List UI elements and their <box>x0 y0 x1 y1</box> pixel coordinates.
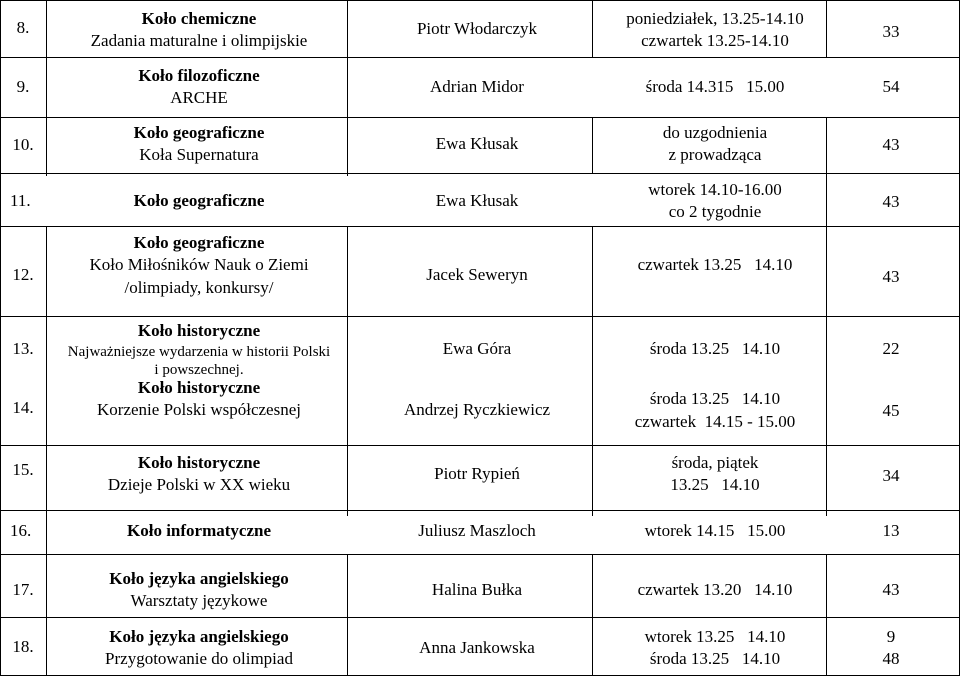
student-count-2: 48 <box>882 649 900 668</box>
student-count: 34 <box>882 466 900 485</box>
club-description: ARCHE <box>170 88 228 107</box>
row-number: 9. <box>16 77 30 96</box>
teacher-name: Halina Bułka <box>431 580 523 599</box>
row-number: 17. <box>12 580 34 599</box>
schedule-time-2: z prowadząca <box>668 145 762 164</box>
row-number: 11. <box>10 191 31 210</box>
student-count: 9 <box>886 627 896 646</box>
schedule-time: wtorek 13.25 14.10 <box>644 627 786 646</box>
row-number: 13. <box>12 339 34 358</box>
schedule-time-2: co 2 tygodnie <box>668 202 762 221</box>
teacher-name: Ewa Góra <box>442 339 512 358</box>
club-name: Koło chemiczne <box>141 9 257 28</box>
club-name: Koło języka angielskiego <box>109 627 289 646</box>
schedule-time-2: czwartek 13.25-14.10 <box>641 31 789 50</box>
teacher-name: Anna Jankowska <box>419 638 535 657</box>
schedule-time: wtorek 14.10-16.00 <box>648 180 782 199</box>
schedule-time: środa 13.25 14.10 <box>649 389 781 408</box>
teacher-name: Adrian Midor <box>430 77 524 96</box>
row-number: 12. <box>12 265 34 284</box>
club-name: Koło geograficzne <box>133 191 265 210</box>
schedule-time-2: środa 13.25 14.10 <box>649 649 781 668</box>
schedule-time: środa, piątek <box>671 453 759 472</box>
student-count: 22 <box>882 339 900 358</box>
club-name: Koło historyczne <box>137 321 261 340</box>
club-description: Warsztaty językowe <box>130 591 268 610</box>
schedule-time: środa 13.25 14.10 <box>649 339 781 358</box>
club-name: Koło informatyczne <box>127 521 271 540</box>
teacher-name: Ewa Kłusak <box>435 134 519 153</box>
schedule-time: wtorek 14.15 15.00 <box>644 521 786 540</box>
student-count: 13 <box>882 521 900 540</box>
teacher-name: Ewa Kłusak <box>435 191 519 210</box>
teacher-name: Piotr Rypień <box>434 464 520 483</box>
club-description: Zadania maturalne i olimpijskie <box>90 31 308 50</box>
student-count: 43 <box>882 580 900 599</box>
club-name: Koło geograficzne <box>133 233 265 252</box>
club-name: Koło języka angielskiego <box>109 569 289 588</box>
club-description: Koła Supernatura <box>139 145 259 164</box>
student-count: 43 <box>882 192 900 211</box>
row-number: 14. <box>12 398 34 417</box>
student-count: 54 <box>882 77 900 96</box>
row-number: 15. <box>12 460 34 479</box>
club-description: Dzieje Polski w XX wieku <box>107 475 291 494</box>
club-description-2: /olimpiady, konkursy/ <box>124 278 274 297</box>
teacher-name: Piotr Włodarczyk <box>416 19 538 38</box>
schedule-time: czwartek 13.25 14.10 <box>637 255 793 274</box>
row-number: 10. <box>12 135 34 154</box>
teacher-name: Juliusz Maszloch <box>418 521 536 540</box>
schedule-time-2: czwartek 14.15 - 15.00 <box>634 412 796 431</box>
student-count: 33 <box>882 22 900 41</box>
schedule-time-2: 13.25 14.10 <box>670 475 760 494</box>
club-description-2: i powszechnej. <box>154 362 244 378</box>
schedule-time: poniedziałek, 13.25-14.10 <box>626 9 804 28</box>
club-name: Koło geograficzne <box>133 123 265 142</box>
row-number: 18. <box>12 637 34 656</box>
teacher-name: Jacek Seweryn <box>426 265 528 284</box>
student-count: 45 <box>882 401 900 420</box>
club-name: Koło filozoficzne <box>138 66 260 85</box>
schedule-time: czwartek 13.20 14.10 <box>637 580 793 599</box>
teacher-name: Andrzej Ryczkiewicz <box>403 400 551 419</box>
club-description: Koło Miłośników Nauk o Ziemi <box>89 255 309 274</box>
club-description: Korzenie Polski współczesnej <box>97 400 301 419</box>
row-number: 8. <box>16 18 30 37</box>
club-name: Koło historyczne <box>137 453 261 472</box>
club-description: Przygotowanie do olimpiad <box>105 649 293 668</box>
schedule-time: środa 14.315 15.00 <box>645 77 785 96</box>
schedule-time: do uzgodnienia <box>662 123 768 142</box>
row-number: 16. <box>10 521 32 540</box>
club-name: Koło historyczne <box>137 378 261 397</box>
student-count: 43 <box>882 135 900 154</box>
student-count: 43 <box>882 267 900 286</box>
club-description: Najważniejsze wydarzenia w historii Polski <box>67 344 331 360</box>
